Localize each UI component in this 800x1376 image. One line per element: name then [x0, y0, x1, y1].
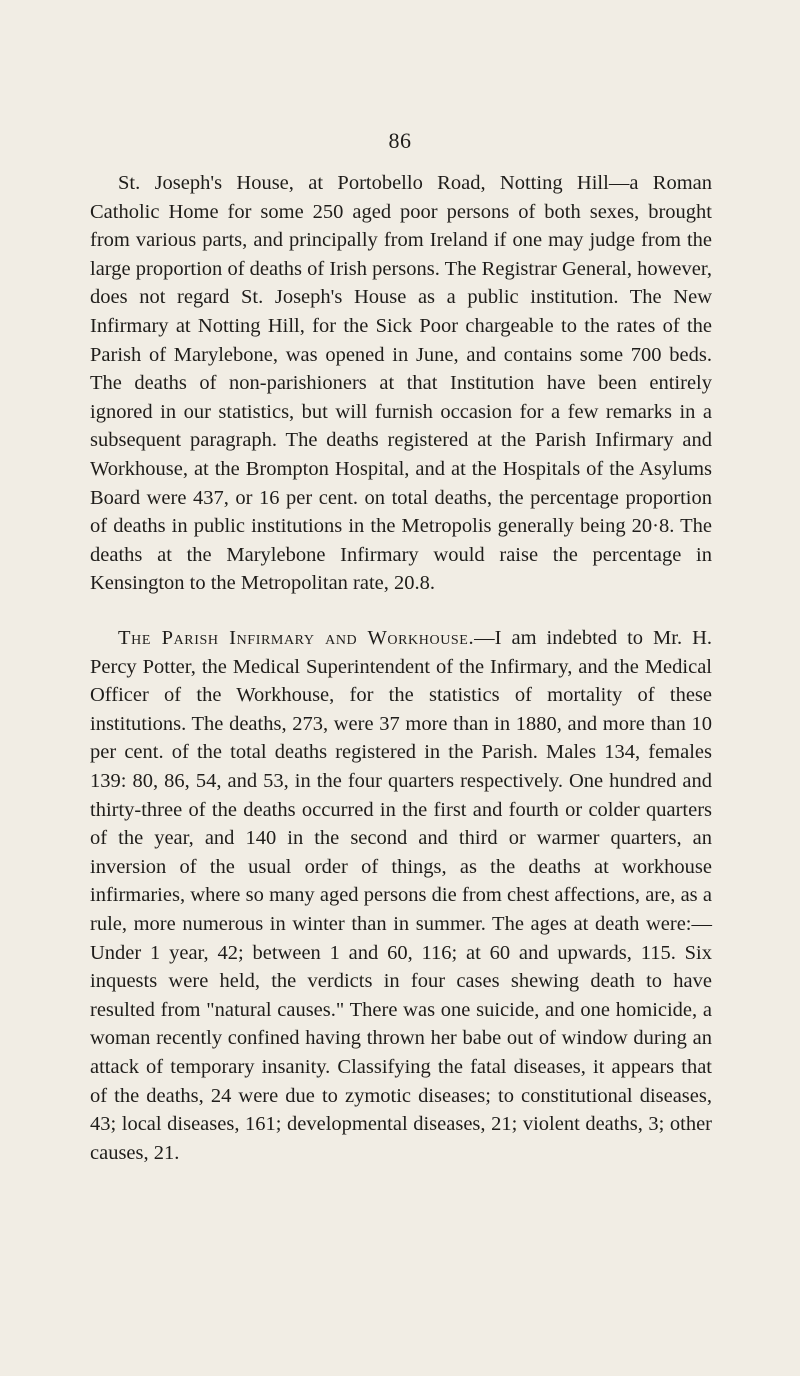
section-heading: The Parish Infirmary and Workhouse. [118, 627, 475, 649]
paragraph-text: St. Joseph's House, at Portobello Road, Notting Hill—a Roman Catholic Home for some 250 aged poor persons of both sexes, brought from various parts, and principally from Ireland if one may judge from the large proportion of deaths of Irish persons. The Registrar General, however, does not regard St. Joseph's House as a public institution. The New Infirmary at Notting Hill, for the Sick Poor chargeable to the rates of the Parish of Marylebone, was opened in June, and contains some 700 beds. The deaths of non-parishioners at that Institution have been entirely ignored in our statistics, but will furnish occasion for a few remarks in a subsequent paragraph. The deaths registered at the Parish Infirmary and Workhouse, at the Brompton Hospital, and at the Hospitals of the Asylums Board were 437, or 16 per cent. on total deaths, the percentage proportion of deaths in public institutions in the Metropolis generally being 20·8. The deaths at the Marylebone Infirmary would raise the percentage in Kensington to the Metropolitan rate, 20.8. [90, 172, 712, 595]
paragraph-text: —I am indebted to Mr. H. Percy Potter, the Medical Superintendent of the Infirmary, and the Medical Officer of the Workhouse, for the statistics of mortality of these institutions. The deaths, 273, were 37 more than in 1880, and more than 10 per cent. of the total deaths registered in the Parish. Males 134, females 139: 80, 86, 54, and 53, in the four quarters respectively. One hundred and thirty-three of the deaths occurred in the first and fourth or colder quarters of the year, and 140 in the second and third or warmer quarters, an inversion of the usual order of things, as the deaths at workhouse infirmaries, where so many aged persons die from chest affections, are, as a rule, more numerous in winter than in summer. The ages at death were:—Under 1 year, 42; between 1 and 60, 116; at 60 and upwards, 115. Six inquests were held, the verdicts in four cases shewing death to have resulted from "natural causes." There was one suicide, and one homicide, a woman recently confined having thrown her babe out of window during an attack of temporary insanity. Classifying the fatal diseases, it appears that of the deaths, 24 were due to zymotic diseases; to constitutional diseases, 43; local diseases, 161; developmental diseases, 21; violent deaths, 3; other causes, 21. [90, 627, 712, 1164]
page-number: 86 [388, 128, 412, 153]
paragraph-st-josephs-house [90, 169, 712, 598]
paragraph-container [90, 624, 712, 1167]
paragraph-parish-infirmary [90, 624, 712, 1167]
